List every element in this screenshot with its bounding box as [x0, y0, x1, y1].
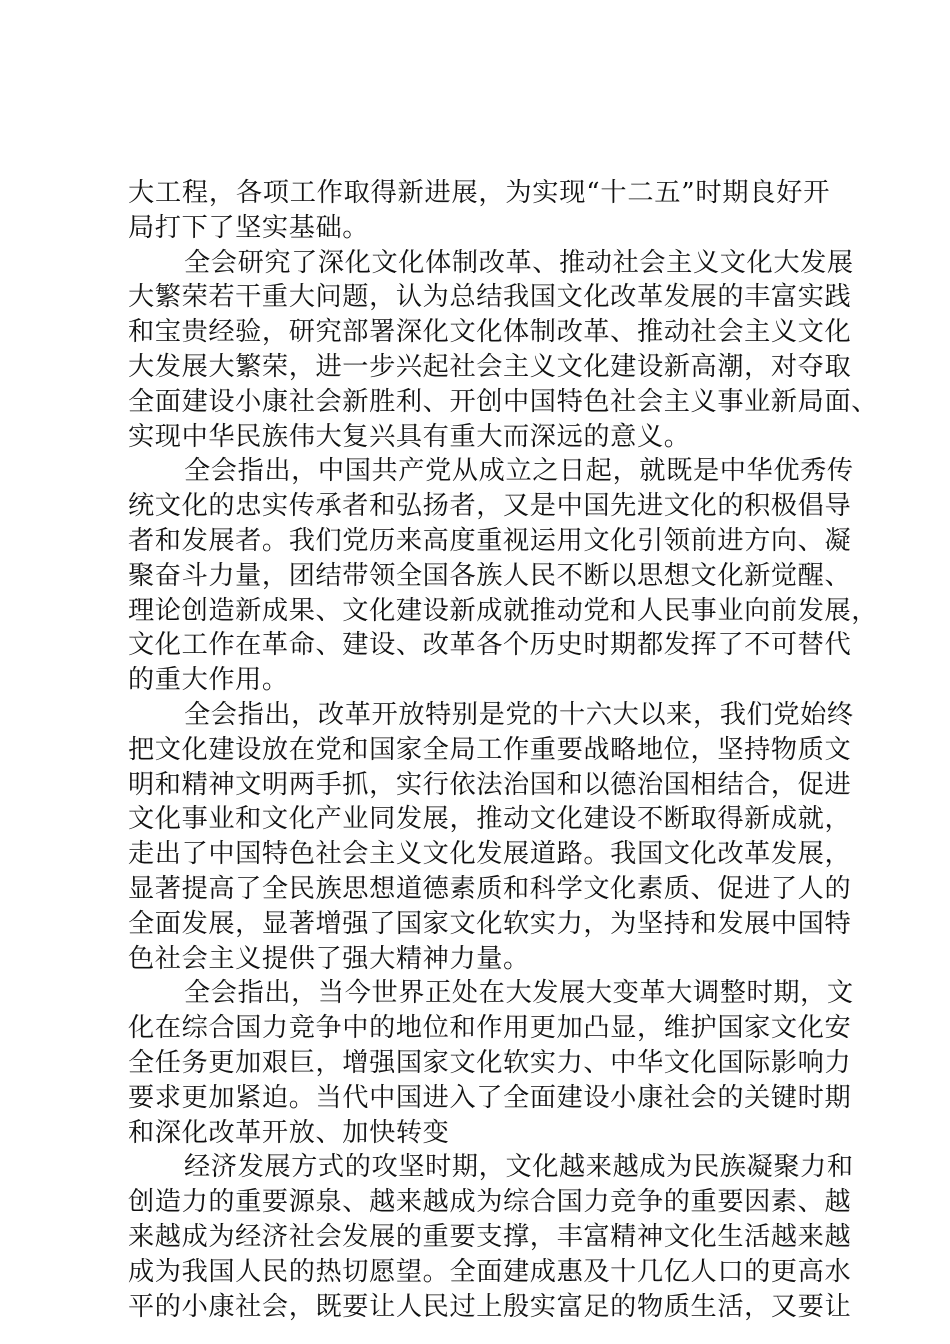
- text-line: 创造力的重要源泉、越来越成为综合国力竞争的重要因素、越: [128, 1187, 852, 1218]
- text-line: 和宝贵经验，研究部署深化文化体制改革、推动社会主义文化: [128, 317, 852, 348]
- text-line: 明和精神文明两手抓，实行依法治国和以德治国相结合，促进: [128, 769, 852, 800]
- text-line: 全任务更加艰巨，增强国家文化软实力、中华文化国际影响力: [128, 1047, 852, 1078]
- text-line: 全会指出，当今世界正处在大发展大变革大调整时期，文: [184, 978, 854, 1009]
- text-line: 聚奋斗力量，团结带领全国各族人民不断以思想文化新觉醒、: [128, 560, 852, 591]
- text-line: 的重大作用。: [128, 665, 289, 696]
- text-line: 实现中华民族伟大复兴具有重大而深远的意义。: [128, 421, 691, 452]
- text-line: 全会指出，中国共产党从成立之日起，就既是中华优秀传: [184, 456, 854, 487]
- text-line: 把文化建设放在党和国家全局工作重要战略地位，坚持物质文: [128, 734, 852, 765]
- text-line: 全面建设小康社会新胜利、开创中国特色社会主义事业新局面、: [128, 386, 879, 417]
- text-line: 色社会主义提供了强大精神力量。: [128, 943, 530, 974]
- text-line: 全会研究了深化文化体制改革、推动社会主义文化大发展: [184, 247, 854, 278]
- text-line: 文化工作在革命、建设、改革各个历史时期都发挥了不可替代: [128, 630, 852, 661]
- text-line: 局打下了坚实基础。: [128, 212, 370, 243]
- text-line: 要求更加紧迫。当代中国进入了全面建设小康社会的关键时期: [128, 1082, 852, 1113]
- text-line: 化在综合国力竞争中的地位和作用更加凸显，维护国家文化安: [128, 1013, 852, 1044]
- text-line: 统文化的忠实传承者和弘扬者，又是中国先进文化的积极倡导: [128, 491, 852, 522]
- document-body-text: [128, 176, 879, 1324]
- text-line: 大工程，各项工作取得新进展，为实现“十二五”时期良好开: [128, 178, 830, 208]
- text-line: 大繁荣若干重大问题，认为总结我国文化改革发展的丰富实践: [128, 282, 852, 313]
- text-line: 成为我国人民的热切愿望。全面建成惠及十几亿人口的更高水: [128, 1256, 852, 1287]
- text-line: 大发展大繁荣，进一步兴起社会主义文化建设新高潮，对夺取: [128, 351, 852, 382]
- text-line: 来越成为经济社会发展的重要支撑，丰富精神文化生活越来越: [128, 1221, 852, 1252]
- text-line: 和深化改革开放、加快转变: [128, 1117, 450, 1148]
- text-line: 全面发展，显著增强了国家文化软实力，为坚持和发展中国特: [128, 908, 852, 939]
- text-line: 理论创造新成果、文化建设新成就推动党和人民事业向前发展，: [128, 595, 879, 626]
- text-line: 走出了中国特色社会主义文化发展道路。我国文化改革发展，: [128, 839, 852, 870]
- text-line: 者和发展者。我们党历来高度重视运用文化引领前进方向、凝: [128, 525, 852, 556]
- text-line: 经济发展方式的攻坚时期，文化越来越成为民族凝聚力和: [184, 1152, 854, 1183]
- text-line: 文化事业和文化产业同发展，推动文化建设不断取得新成就，: [128, 804, 852, 835]
- text-line: 平的小康社会，既要让人民过上殷实富足的物质生活，又要让: [128, 1291, 852, 1322]
- text-line: 全会指出，改革开放特别是党的十六大以来，我们党始终: [184, 699, 854, 730]
- text-line: 显著提高了全民族思想道德素质和科学文化素质、促进了人的: [128, 873, 852, 904]
